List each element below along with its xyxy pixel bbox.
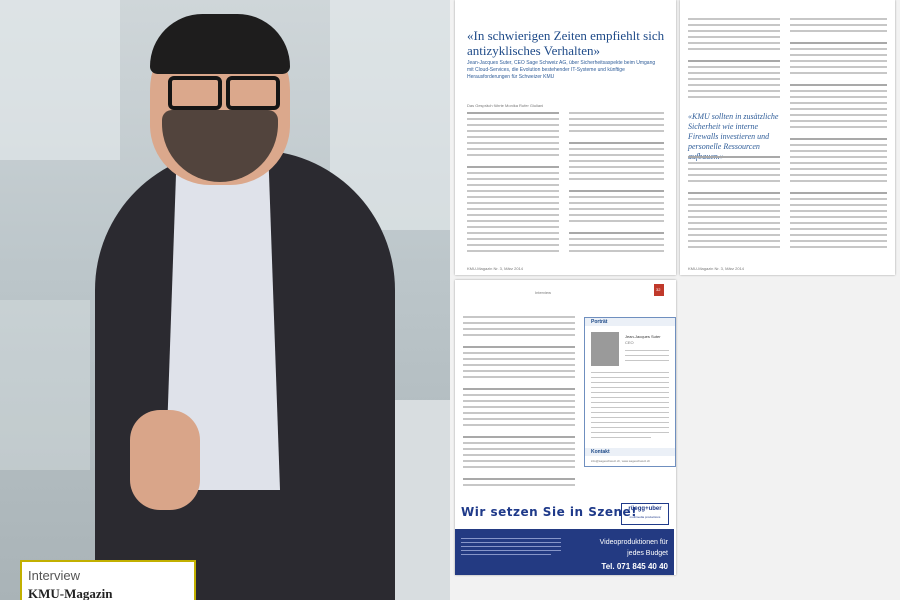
text-line [790, 24, 887, 26]
ad-phone: Tel. 071 845 40 40 [601, 562, 668, 571]
contact-header: Kontakt [585, 448, 675, 456]
text-line [790, 156, 887, 158]
text-line [461, 546, 561, 547]
text-line [591, 437, 651, 438]
background-window [0, 0, 120, 160]
text-line [467, 238, 559, 240]
text-line [790, 114, 887, 116]
text-line [463, 484, 575, 486]
advertisement [455, 499, 674, 575]
text-line [591, 392, 669, 393]
text-line [569, 154, 664, 156]
ad-logo-text: rüegg+uber [628, 506, 662, 512]
text-line [790, 54, 887, 56]
caption-box [20, 560, 196, 600]
pull-quote: «KMU sollten in zusätzliche Sicherheit wie interne Firewalls investieren und personelle Ressourcen [688, 112, 779, 151]
text-line [569, 166, 664, 168]
text-line [569, 148, 664, 150]
text-line [461, 542, 561, 543]
text-line [467, 112, 559, 114]
text-line [467, 154, 559, 156]
text-line [463, 364, 575, 366]
text-line [688, 90, 780, 92]
text-line [790, 222, 887, 224]
text-line [569, 220, 664, 222]
text-line [463, 370, 575, 372]
section-label: Interview [535, 290, 552, 295]
text-line [569, 196, 664, 198]
ad-tagline-2: jedes Budget [627, 550, 668, 557]
text-line [625, 350, 669, 351]
text-line [591, 377, 669, 378]
interviewer-credit: Das Gespräch führte Monika Rufer Giuliani [467, 103, 544, 108]
text-line [790, 144, 887, 146]
text-line [463, 346, 575, 348]
page-article-start [455, 0, 676, 275]
text-line [790, 42, 887, 44]
person-hair [150, 14, 290, 74]
text-line [790, 216, 887, 218]
text-line [790, 90, 887, 92]
text-line [591, 427, 669, 428]
text-line [569, 238, 664, 240]
person-hand [130, 410, 200, 510]
text-line [569, 130, 664, 132]
text-line [688, 192, 780, 194]
contact-info: info@sageschweiz.ch, www.sageschweiz.ch [591, 459, 651, 463]
page-footer: KMU-Magazin Nr. 3, März 2014 [467, 266, 524, 271]
text-line [688, 24, 780, 26]
text-line [463, 400, 575, 402]
text-line [591, 372, 669, 373]
text-line [790, 210, 887, 212]
text-line [790, 108, 887, 110]
text-line [688, 84, 780, 86]
text-line [569, 232, 664, 234]
text-line [591, 422, 669, 423]
text-line [591, 402, 669, 403]
caption-publication: KMU-Magazin [28, 586, 113, 600]
text-line [625, 355, 669, 356]
text-line [688, 30, 780, 32]
text-line [467, 244, 559, 246]
text-line [790, 30, 887, 32]
background-window [0, 300, 90, 470]
text-line [461, 554, 551, 555]
text-line [569, 190, 664, 192]
text-line [467, 130, 559, 132]
text-line [463, 436, 575, 438]
text-line [790, 66, 887, 68]
text-line [569, 112, 664, 114]
text-line [467, 214, 559, 216]
text-line [467, 196, 559, 198]
text-line [463, 406, 575, 408]
text-line [463, 460, 575, 462]
text-line [467, 184, 559, 186]
page-article-continued [680, 0, 895, 275]
text-line [569, 244, 664, 246]
text-line [688, 246, 780, 248]
text-line [591, 407, 669, 408]
text-line [463, 454, 575, 456]
text-line [569, 124, 664, 126]
ad-body-text [461, 535, 561, 558]
glasses-left-lens [168, 76, 222, 110]
text-line [467, 136, 559, 138]
text-line [790, 234, 887, 236]
text-line [467, 208, 559, 210]
text-line [467, 178, 559, 180]
portrait-header: Porträt [585, 318, 675, 326]
text-line [790, 240, 887, 242]
text-line [463, 388, 575, 390]
text-line [591, 397, 669, 398]
text-line [790, 102, 887, 104]
text-line [688, 18, 780, 20]
text-line [467, 190, 559, 192]
text-line [790, 228, 887, 230]
text-line [467, 226, 559, 228]
ad-tagline-1: Videoproduktionen für [599, 539, 668, 546]
text-line [467, 220, 559, 222]
text-line [790, 126, 887, 128]
text-line [461, 550, 561, 551]
text-line [688, 168, 780, 170]
text-line [467, 124, 559, 126]
text-line [688, 180, 780, 182]
text-line [688, 222, 780, 224]
portrait-photo [591, 332, 619, 366]
text-line [688, 36, 780, 38]
text-line [463, 442, 575, 444]
text-line [790, 84, 887, 86]
text-line [790, 198, 887, 200]
text-line [790, 162, 887, 164]
ad-title: Wir setzen Sie in Szene! [461, 505, 638, 519]
text-line [688, 240, 780, 242]
text-line [467, 250, 559, 252]
text-line [688, 216, 780, 218]
text-line [790, 246, 887, 248]
text-line [688, 198, 780, 200]
text-line [467, 148, 559, 150]
page-footer: KMU-Magazin Nr. 3, März 2014 [688, 266, 745, 271]
text-line [790, 120, 887, 122]
text-line [790, 96, 887, 98]
text-line [688, 66, 780, 68]
text-line [461, 538, 561, 539]
text-line [688, 60, 780, 62]
text-line [688, 234, 780, 236]
text-line [569, 178, 664, 180]
text-line [688, 156, 780, 158]
text-line [790, 18, 887, 20]
ad-logo [621, 503, 669, 525]
text-line [467, 142, 559, 144]
text-line [463, 424, 575, 426]
text-line [625, 360, 669, 361]
text-line [688, 174, 780, 176]
text-line [463, 412, 575, 414]
text-line [591, 432, 669, 433]
text-line [790, 60, 887, 62]
text-line [569, 214, 664, 216]
text-line [591, 382, 669, 383]
text-line [463, 352, 575, 354]
text-line [463, 418, 575, 420]
text-line [688, 96, 780, 98]
article-lead: Jean-Jacques Suter, CEO Sage Schweiz AG, über Sicherheitsaspekte beim Umgang mit Cloud-Services, die Evolution bestehender IT-Systeme und künftige Herausforderungen für Schweizer KMU [467, 60, 656, 80]
text-line [591, 412, 669, 413]
text-line [790, 168, 887, 170]
caption-category: Interview [28, 568, 81, 583]
text-line [688, 162, 780, 164]
text-line [463, 376, 575, 378]
text-line [790, 174, 887, 176]
text-line [463, 316, 575, 318]
text-line [790, 72, 887, 74]
text-line [569, 250, 664, 252]
text-line [463, 358, 575, 360]
text-line [569, 160, 664, 162]
text-line [569, 208, 664, 210]
ad-logo-subtitle: multimedia productions [629, 515, 661, 519]
magazine-spread [450, 0, 900, 600]
text-line [688, 48, 780, 50]
page-article-end [455, 280, 676, 575]
text-line [463, 478, 575, 480]
text-line [591, 417, 669, 418]
text-line [790, 48, 887, 50]
text-line [591, 387, 669, 388]
text-line [688, 210, 780, 212]
text-line [463, 394, 575, 396]
text-line [569, 172, 664, 174]
text-line [463, 322, 575, 324]
text-line [790, 150, 887, 152]
text-line [790, 204, 887, 206]
text-line [688, 42, 780, 44]
text-line [790, 138, 887, 140]
text-line [463, 328, 575, 330]
text-line [467, 202, 559, 204]
text-line [467, 118, 559, 120]
text-line [467, 166, 559, 168]
text-line [569, 202, 664, 204]
text-line [688, 78, 780, 80]
text-line [688, 204, 780, 206]
text-line [790, 192, 887, 194]
portrait-box [584, 317, 676, 467]
text-line [790, 180, 887, 182]
text-line [463, 334, 575, 336]
portrait-name: Jean-Jacques Suter [625, 334, 661, 339]
text-line [569, 118, 664, 120]
text-line [463, 448, 575, 450]
text-line [467, 172, 559, 174]
text-line [467, 232, 559, 234]
article-headline: «In schwierigen Zeiten empfiehlt sich antizyklisches Verhalten» [467, 28, 665, 58]
text-line [688, 72, 780, 74]
text-line [569, 142, 664, 144]
glasses-right-lens [226, 76, 280, 110]
portrait-role: CEO [625, 340, 634, 345]
text-line [463, 466, 575, 468]
page-number: 32 [656, 287, 661, 292]
text-line [688, 228, 780, 230]
